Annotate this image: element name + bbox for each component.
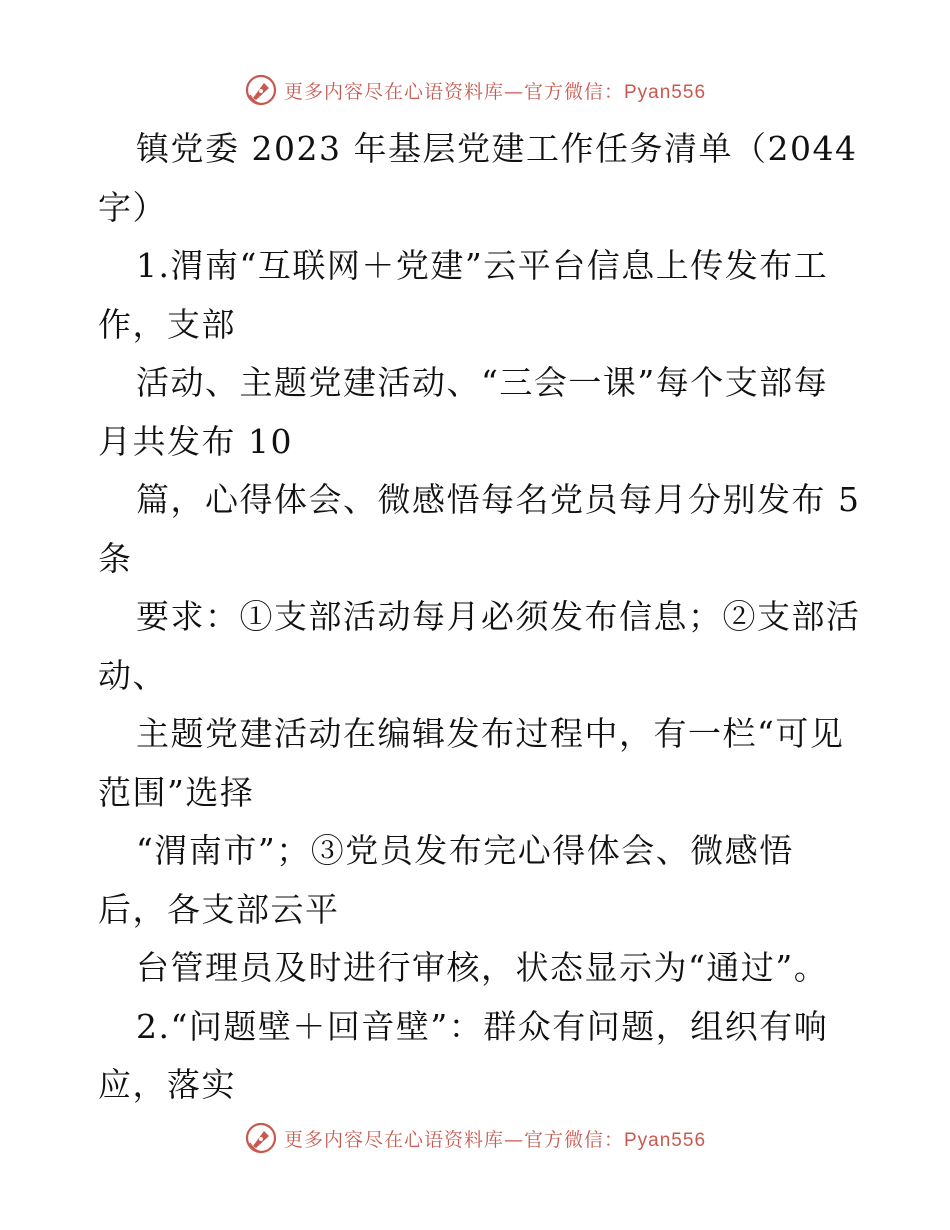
text-line: 范围”选择: [98, 772, 255, 812]
text-line: 2.“问题壁＋回音壁”：群众有问题，组织有响: [136, 1006, 829, 1046]
watermark-text: [284, 1125, 706, 1152]
watermark-label: 更多内容尽在心语资料库—官方微信：: [283, 1128, 624, 1151]
text-line: “渭南市”；③党员发布完心得体会、微感悟: [136, 831, 794, 870]
watermark-banner-bottom: [0, 1118, 950, 1158]
text-line: 1.渭南“互联网＋党建”云平台信息上传发布工: [136, 246, 829, 285]
watermark-banner-top: [0, 70, 950, 110]
text-line: 动、: [98, 655, 167, 695]
text-line: 要求：①支部活动每月必须发布信息；②支部活: [136, 597, 861, 636]
text-line: 月共发布 10: [98, 421, 293, 461]
document-body: [98, 120, 861, 1115]
text-line: 篇，心得体会、微感悟每名党员每月分别发布 5: [136, 480, 861, 519]
pen-nib-logo-icon: [244, 73, 278, 107]
text-line: 字）: [98, 187, 167, 227]
pen-nib-logo-icon: [244, 1121, 278, 1155]
text-line: 后，各支部云平: [98, 889, 340, 929]
watermark-wechat-id: Pyan556: [624, 81, 707, 103]
text-line: 台管理员及时进行审核，状态显示为“通过”。: [136, 948, 829, 987]
text-line: 镇党委 2023 年基层党建工作任务清单（2044: [136, 129, 858, 168]
text-line: 应，落实: [98, 1065, 236, 1104]
watermark-text: [284, 77, 706, 104]
watermark-wechat-id: Pyan556: [624, 1129, 707, 1151]
watermark-label: 更多内容尽在心语资料库—官方微信：: [283, 80, 624, 103]
text-line: 条: [98, 538, 133, 578]
text-line: 主题党建活动在编辑发布过程中，有一栏“可见: [136, 714, 845, 753]
text-line: 活动、主题党建活动、“三会一课”每个支部每: [136, 363, 829, 402]
text-line: 作，支部: [98, 304, 236, 344]
